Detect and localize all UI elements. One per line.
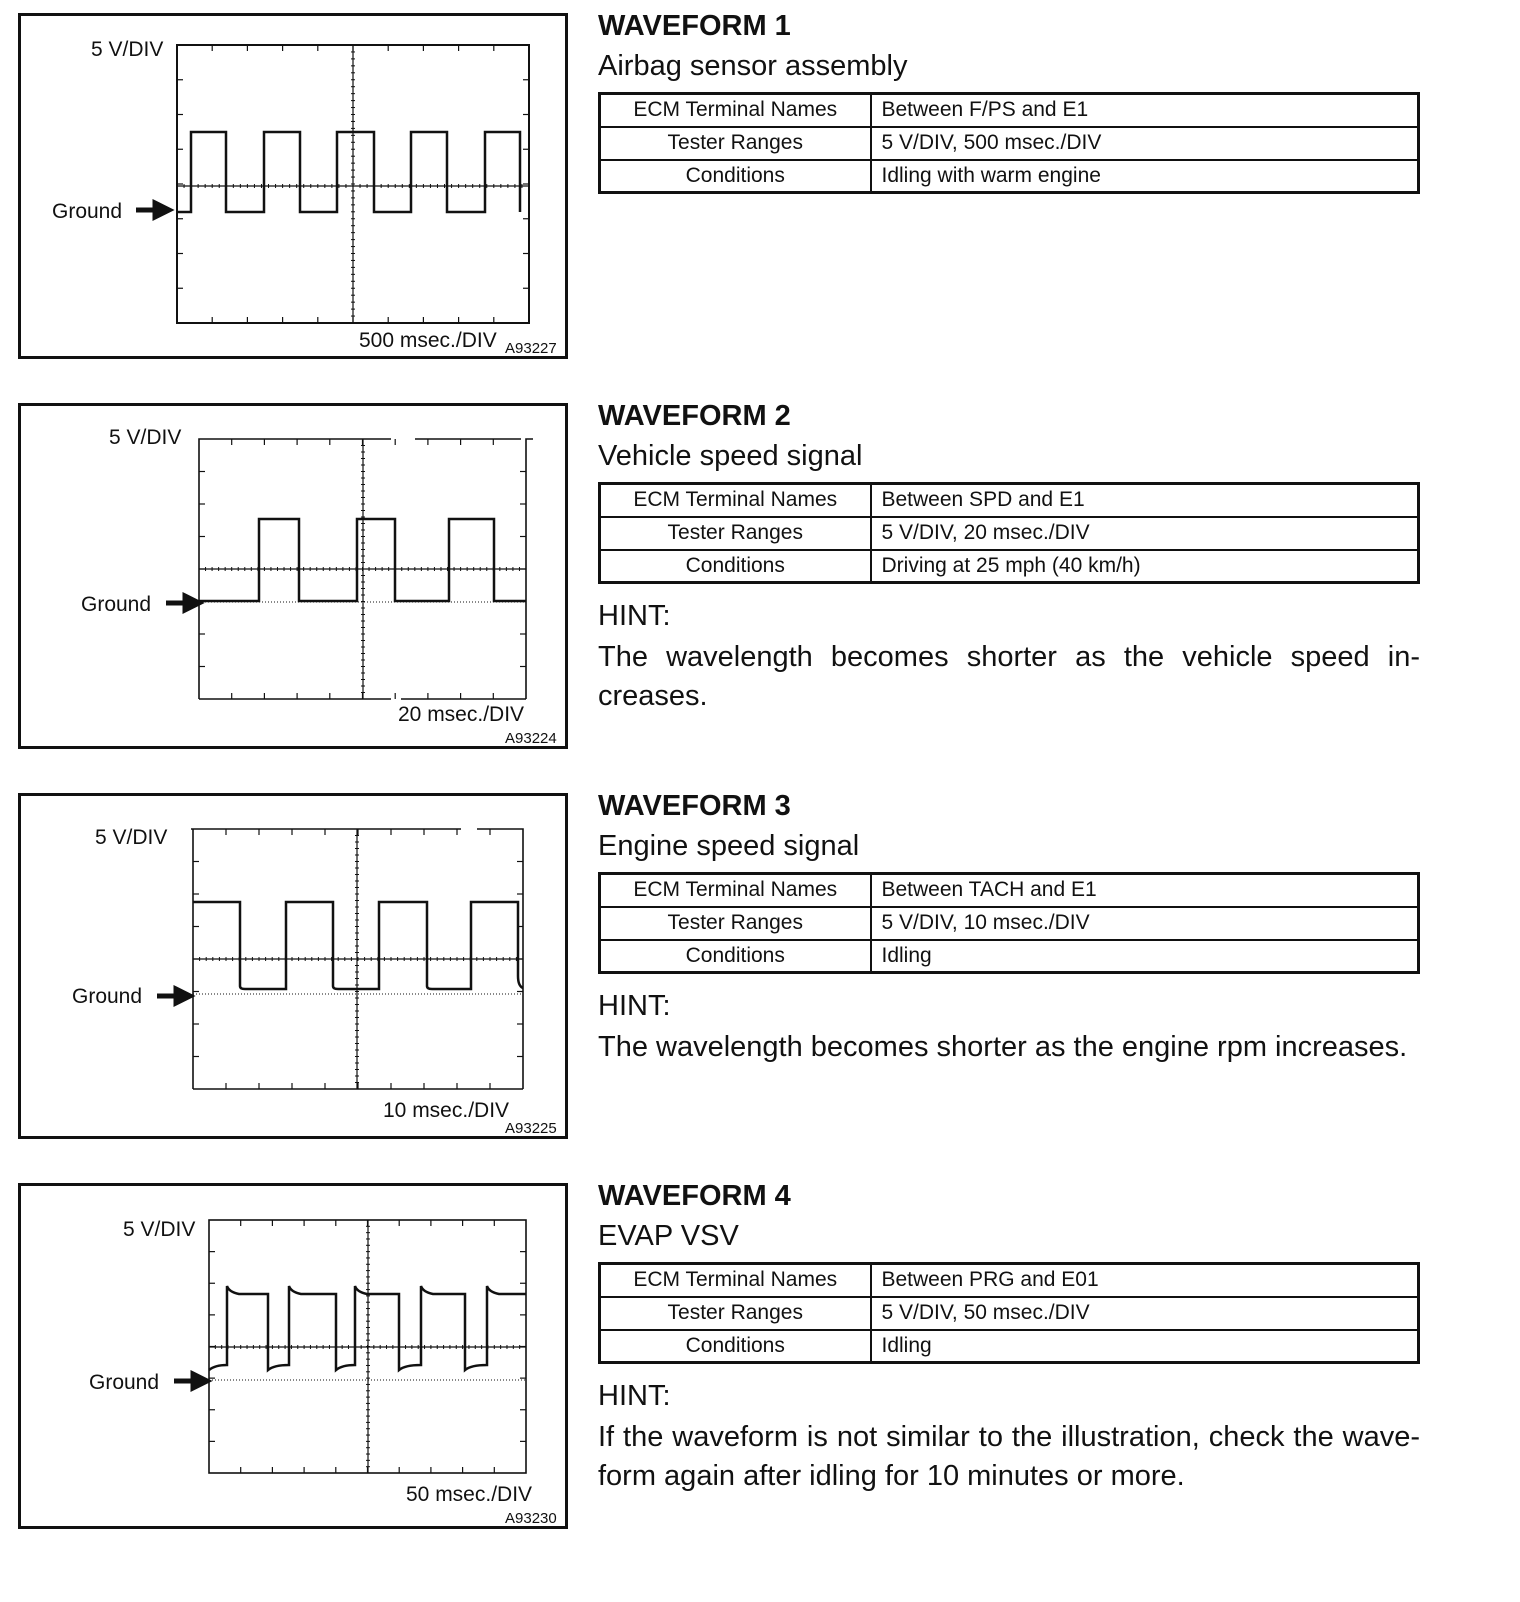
figure-code: A93227: [505, 340, 557, 357]
hint-label: HINT:: [598, 990, 671, 1022]
waveform-title: WAVEFORM 3: [598, 790, 791, 822]
waveform-title: WAVEFORM 4: [598, 1180, 791, 1212]
table-row: [600, 517, 1419, 550]
row-value: Between SPD and E1: [871, 484, 1419, 517]
table-row: [600, 940, 1419, 973]
row-value: 5 V/DIV, 500 msec./DIV: [871, 127, 1419, 160]
volt-div-label: 5 V/DIV: [109, 426, 182, 449]
row-key: Conditions: [600, 160, 871, 193]
row-value: 5 V/DIV, 20 msec./DIV: [871, 517, 1419, 550]
waveform-title: WAVEFORM 1: [598, 10, 791, 42]
table-row: [600, 907, 1419, 940]
row-value: 5 V/DIV, 10 msec./DIV: [871, 907, 1419, 940]
waveform-2-section: [598, 400, 1422, 720]
scope-axes: [177, 45, 529, 323]
ground-label: Ground: [81, 593, 152, 616]
row-key: Tester Ranges: [600, 1297, 871, 1330]
waveform-1-figure: [18, 13, 568, 359]
spec-table: [598, 482, 1420, 584]
row-key: Conditions: [600, 940, 871, 973]
row-key: ECM Terminal Names: [600, 1264, 871, 1297]
table-row: [600, 1330, 1419, 1363]
row-key: Tester Ranges: [600, 907, 871, 940]
row-value: Idling with warm engine: [871, 160, 1419, 193]
table-row: [600, 94, 1419, 127]
table-row: [600, 550, 1419, 583]
table-row: [600, 127, 1419, 160]
waveform-3-figure: [18, 793, 568, 1139]
scope-axes: [209, 1220, 526, 1473]
row-key: Conditions: [600, 1330, 871, 1363]
waveform-4-figure: [18, 1183, 568, 1529]
ground-label: Ground: [72, 985, 143, 1008]
volt-div-label: 5 V/DIV: [91, 38, 164, 61]
row-key: ECM Terminal Names: [600, 484, 871, 517]
waveform-4-scope: [21, 1186, 565, 1526]
spec-table: [598, 92, 1420, 194]
volt-div-label: 5 V/DIV: [123, 1218, 196, 1241]
row-value: Between TACH and E1: [871, 874, 1419, 907]
row-value: Between PRG and E01: [871, 1264, 1419, 1297]
waveform-subtitle: Vehicle speed signal: [598, 440, 863, 472]
table-row: [600, 1297, 1419, 1330]
row-value: Driving at 25 mph (40 km/h): [871, 550, 1419, 583]
waveform-2-figure: [18, 403, 568, 749]
row-key: ECM Terminal Names: [600, 94, 871, 127]
waveform-1-scope: [21, 16, 565, 356]
waveform-title: WAVEFORM 2: [598, 400, 791, 432]
row-key: ECM Terminal Names: [600, 874, 871, 907]
figure-code: A93230: [505, 1510, 557, 1527]
time-div-label: 10 msec./DIV: [383, 1099, 510, 1122]
table-row: [600, 1264, 1419, 1297]
waveform-3-section: [598, 790, 1422, 1070]
ground-label: Ground: [89, 1371, 160, 1394]
table-row: [600, 874, 1419, 907]
ground-arrow-icon: [136, 203, 169, 217]
spec-table: [598, 872, 1420, 974]
hint-label: HINT:: [598, 1380, 671, 1412]
hint-text: If the waveform is not similar to the illustration, check the wave-form again after idling for 10 minutes or more.: [598, 1421, 1420, 1492]
time-div-label: 50 msec./DIV: [406, 1483, 533, 1506]
waveform-4-section: [598, 1180, 1422, 1500]
ground-label: Ground: [52, 200, 123, 223]
volt-div-label: 5 V/DIV: [95, 826, 168, 849]
row-key: Tester Ranges: [600, 127, 871, 160]
scope-axes: [199, 439, 526, 699]
row-key: Conditions: [600, 550, 871, 583]
waveform-subtitle: Airbag sensor assembly: [598, 50, 908, 82]
scope-axes: [193, 829, 523, 1089]
figure-code: A93224: [505, 730, 557, 747]
figure-code: A93225: [505, 1120, 557, 1137]
time-div-label: 500 msec./DIV: [359, 329, 497, 352]
row-value: Between F/PS and E1: [871, 94, 1419, 127]
waveform-subtitle: EVAP VSV: [598, 1220, 739, 1252]
time-div-label: 20 msec./DIV: [398, 703, 525, 726]
row-key: Tester Ranges: [600, 517, 871, 550]
ground-arrow-icon: [174, 1374, 207, 1388]
hint-label: HINT:: [598, 600, 671, 632]
table-row: [600, 484, 1419, 517]
row-value: Idling: [871, 940, 1419, 973]
spec-table: [598, 1262, 1420, 1364]
waveform-1-section: [598, 10, 1422, 210]
hint-text: The wavelength becomes shorter as the engine rpm increases.: [598, 1031, 1408, 1063]
ground-arrow-icon: [166, 596, 199, 610]
hint-text: The wavelength becomes shorter as the vehicle speed in-creases.: [598, 641, 1420, 712]
table-row: [600, 160, 1419, 193]
waveform-subtitle: Engine speed signal: [598, 830, 860, 862]
waveform-2-scope: [21, 406, 565, 746]
waveform-trace: [177, 132, 520, 212]
ground-arrow-icon: [157, 989, 190, 1003]
row-value: 5 V/DIV, 50 msec./DIV: [871, 1297, 1419, 1330]
row-value: Idling: [871, 1330, 1419, 1363]
